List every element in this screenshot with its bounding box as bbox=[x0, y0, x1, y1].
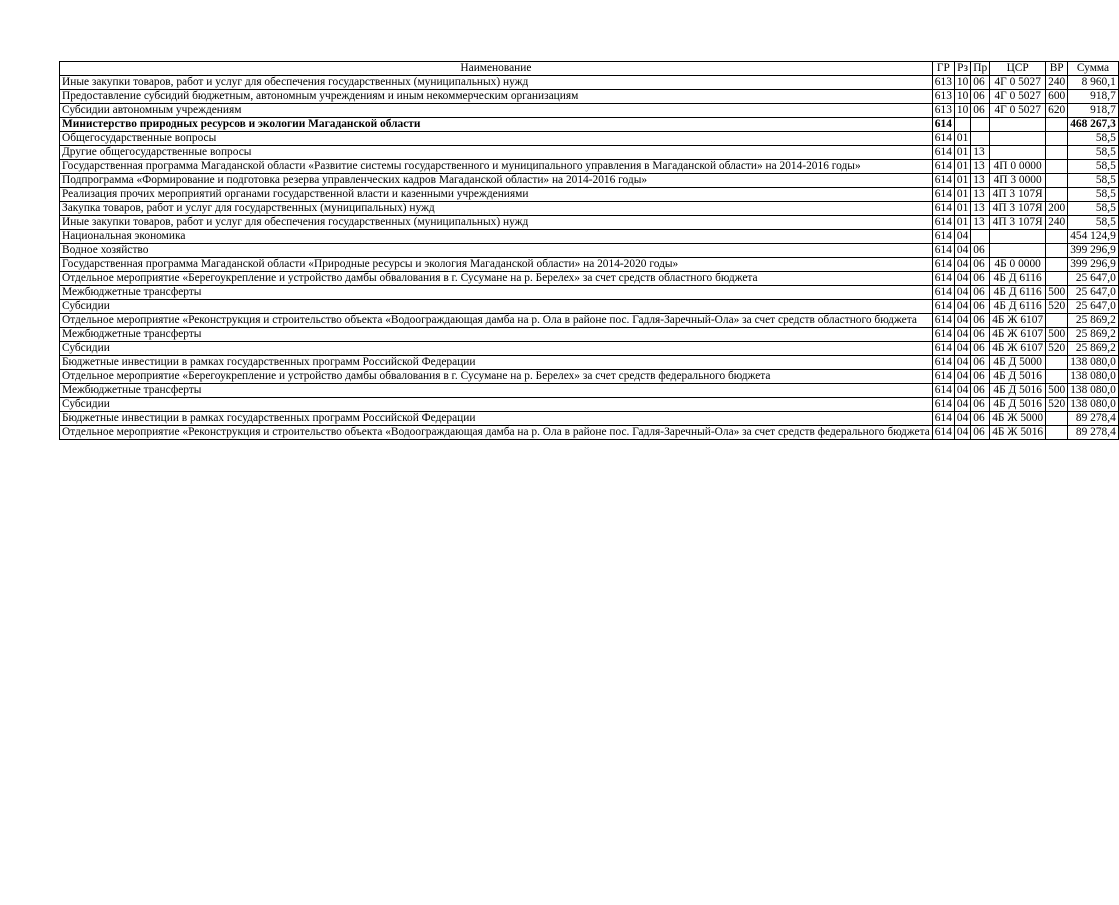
row-gr-cell: 614 bbox=[932, 328, 954, 342]
row-pr-cell bbox=[971, 132, 990, 146]
row-vr-cell bbox=[1046, 314, 1068, 328]
row-vr-cell bbox=[1046, 118, 1068, 132]
row-gr-cell: 613 bbox=[932, 76, 954, 90]
table-header-row bbox=[60, 62, 1119, 76]
row-pr-cell: 13 bbox=[971, 216, 990, 230]
row-name-cell: Государственная программа Магаданской области «Развитие системы государственного и муниципального управления в Магаданской области» на 2014-2016 годы» bbox=[60, 160, 933, 174]
row-pr-cell: 06 bbox=[971, 300, 990, 314]
row-csr-cell: 4Б Д 6116 bbox=[990, 272, 1046, 286]
row-pr-cell: 06 bbox=[971, 328, 990, 342]
row-csr-cell: 4Б Ж 6107 bbox=[990, 314, 1046, 328]
row-rz-cell: 01 bbox=[954, 188, 970, 202]
row-csr-cell: 4Г 0 5027 bbox=[990, 76, 1046, 90]
row-csr-cell: 4Б Ж 6107 bbox=[990, 328, 1046, 342]
row-name-cell: Министерство природных ресурсов и экологии Магаданской области bbox=[60, 118, 933, 132]
header-sum: Сумма bbox=[1068, 62, 1119, 76]
row-csr-cell: 4П 3 0000 bbox=[990, 174, 1046, 188]
row-vr-cell bbox=[1046, 272, 1068, 286]
row-vr-cell: 500 bbox=[1046, 286, 1068, 300]
row-pr-cell: 13 bbox=[971, 146, 990, 160]
row-name-cell: Субсидии bbox=[60, 342, 933, 356]
row-rz-cell bbox=[954, 118, 970, 132]
row-rz-cell: 01 bbox=[954, 160, 970, 174]
table-row bbox=[60, 244, 1119, 258]
row-name-cell: Иные закупки товаров, работ и услуг для обеспечения государственных (муниципальных) нужд bbox=[60, 76, 933, 90]
row-pr-cell: 13 bbox=[971, 174, 990, 188]
row-rz-cell: 04 bbox=[954, 230, 970, 244]
row-vr-cell bbox=[1046, 160, 1068, 174]
row-pr-cell: 06 bbox=[971, 398, 990, 412]
table-row bbox=[60, 146, 1119, 160]
table-row bbox=[60, 216, 1119, 230]
row-sum-cell: 8 960,1 bbox=[1068, 76, 1119, 90]
row-pr-cell: 06 bbox=[971, 314, 990, 328]
row-rz-cell: 04 bbox=[954, 328, 970, 342]
row-gr-cell: 614 bbox=[932, 118, 954, 132]
row-rz-cell: 01 bbox=[954, 146, 970, 160]
row-gr-cell: 614 bbox=[932, 202, 954, 216]
row-vr-cell: 500 bbox=[1046, 328, 1068, 342]
row-csr-cell bbox=[990, 244, 1046, 258]
row-name-cell: Реализация прочих мероприятий органами государственной власти и казенными учреждениями bbox=[60, 188, 933, 202]
row-vr-cell bbox=[1046, 370, 1068, 384]
row-pr-cell: 06 bbox=[971, 258, 990, 272]
row-gr-cell: 614 bbox=[932, 356, 954, 370]
row-pr-cell: 06 bbox=[971, 356, 990, 370]
row-pr-cell: 06 bbox=[971, 286, 990, 300]
row-pr-cell: 06 bbox=[971, 90, 990, 104]
row-pr-cell: 06 bbox=[971, 104, 990, 118]
row-rz-cell: 04 bbox=[954, 272, 970, 286]
row-vr-cell bbox=[1046, 188, 1068, 202]
row-gr-cell: 614 bbox=[932, 174, 954, 188]
row-sum-cell: 89 278,4 bbox=[1068, 412, 1119, 426]
row-name-cell: Предоставление субсидий бюджетным, автономным учреждениям и иным некоммерческим организациям bbox=[60, 90, 933, 104]
row-name-cell: Национальная экономика bbox=[60, 230, 933, 244]
row-name-cell: Отдельное мероприятие «Реконструкция и строительство объекта «Водоограждающая дамба на р. Ола в районе пос. Гадля-Заречный-Ола» за счет средств областного бюджета bbox=[60, 314, 933, 328]
row-csr-cell: 4Б Ж 6107 bbox=[990, 342, 1046, 356]
row-csr-cell: 4Б 0 0000 bbox=[990, 258, 1046, 272]
row-sum-cell: 58,5 bbox=[1068, 160, 1119, 174]
row-name-cell: Водное хозяйство bbox=[60, 244, 933, 258]
row-pr-cell: 13 bbox=[971, 188, 990, 202]
row-rz-cell: 04 bbox=[954, 412, 970, 426]
row-vr-cell bbox=[1046, 356, 1068, 370]
row-vr-cell bbox=[1046, 426, 1068, 440]
row-csr-cell: 4П 0 0000 bbox=[990, 160, 1046, 174]
table-row bbox=[60, 356, 1119, 370]
row-gr-cell: 614 bbox=[932, 132, 954, 146]
row-gr-cell: 614 bbox=[932, 314, 954, 328]
row-csr-cell: 4Б Ж 5000 bbox=[990, 412, 1046, 426]
header-name: Наименование bbox=[60, 62, 933, 76]
row-gr-cell: 614 bbox=[932, 160, 954, 174]
row-rz-cell: 04 bbox=[954, 426, 970, 440]
row-vr-cell: 500 bbox=[1046, 384, 1068, 398]
row-sum-cell: 58,5 bbox=[1068, 146, 1119, 160]
row-sum-cell: 138 080,0 bbox=[1068, 384, 1119, 398]
row-sum-cell: 918,7 bbox=[1068, 90, 1119, 104]
header-vr: ВР bbox=[1046, 62, 1068, 76]
row-pr-cell bbox=[971, 230, 990, 244]
row-csr-cell: 4Б Ж 5016 bbox=[990, 426, 1046, 440]
row-vr-cell: 520 bbox=[1046, 300, 1068, 314]
row-pr-cell: 13 bbox=[971, 202, 990, 216]
row-name-cell: Иные закупки товаров, работ и услуг для обеспечения государственных (муниципальных) нужд bbox=[60, 216, 933, 230]
table-row bbox=[60, 272, 1119, 286]
row-gr-cell: 614 bbox=[932, 300, 954, 314]
row-rz-cell: 10 bbox=[954, 76, 970, 90]
row-gr-cell: 614 bbox=[932, 258, 954, 272]
row-name-cell: Отдельное мероприятие «Берегоукрепление и устройство дамбы обвалования в г. Сусумане на р. Берелех» за счет средств федерального бюджета bbox=[60, 370, 933, 384]
row-csr-cell: 4П 3 107Я bbox=[990, 188, 1046, 202]
row-sum-cell: 399 296,9 bbox=[1068, 258, 1119, 272]
row-csr-cell bbox=[990, 118, 1046, 132]
table-row bbox=[60, 132, 1119, 146]
row-gr-cell: 614 bbox=[932, 370, 954, 384]
row-sum-cell: 58,5 bbox=[1068, 202, 1119, 216]
row-gr-cell: 614 bbox=[932, 384, 954, 398]
row-vr-cell: 200 bbox=[1046, 202, 1068, 216]
table-row bbox=[60, 90, 1119, 104]
row-sum-cell: 25 869,2 bbox=[1068, 314, 1119, 328]
row-name-cell: Общегосударственные вопросы bbox=[60, 132, 933, 146]
row-gr-cell: 614 bbox=[932, 146, 954, 160]
row-gr-cell: 613 bbox=[932, 90, 954, 104]
row-gr-cell: 613 bbox=[932, 104, 954, 118]
table-row bbox=[60, 258, 1119, 272]
row-csr-cell: 4Г 0 5027 bbox=[990, 90, 1046, 104]
row-name-cell: Субсидии bbox=[60, 300, 933, 314]
row-rz-cell: 01 bbox=[954, 202, 970, 216]
table-row bbox=[60, 342, 1119, 356]
row-sum-cell: 399 296,9 bbox=[1068, 244, 1119, 258]
row-rz-cell: 04 bbox=[954, 314, 970, 328]
row-name-cell: Отдельное мероприятие «Реконструкция и строительство объекта «Водоограждающая дамба на р. Ола в районе пос. Гадля-Заречный-Ола» за счет средств федерального бюджета bbox=[60, 426, 933, 440]
table-row bbox=[60, 314, 1119, 328]
row-rz-cell: 04 bbox=[954, 286, 970, 300]
row-name-cell: Межбюджетные трансферты bbox=[60, 328, 933, 342]
row-vr-cell bbox=[1046, 244, 1068, 258]
header-rz: Рз bbox=[954, 62, 970, 76]
row-vr-cell bbox=[1046, 230, 1068, 244]
row-rz-cell: 04 bbox=[954, 342, 970, 356]
row-name-cell: Отдельное мероприятие «Берегоукрепление и устройство дамбы обвалования в г. Сусумане на р. Берелех» за счет средств областного бюджета bbox=[60, 272, 933, 286]
row-gr-cell: 614 bbox=[932, 412, 954, 426]
table-row bbox=[60, 286, 1119, 300]
row-pr-cell: 06 bbox=[971, 76, 990, 90]
table-row bbox=[60, 230, 1119, 244]
header-gr: ГР bbox=[932, 62, 954, 76]
table-row bbox=[60, 426, 1119, 440]
row-pr-cell: 06 bbox=[971, 272, 990, 286]
table-row bbox=[60, 412, 1119, 426]
row-pr-cell: 06 bbox=[971, 412, 990, 426]
row-name-cell: Межбюджетные трансферты bbox=[60, 384, 933, 398]
table-row bbox=[60, 398, 1119, 412]
row-vr-cell: 240 bbox=[1046, 216, 1068, 230]
row-pr-cell: 06 bbox=[971, 342, 990, 356]
row-rz-cell: 01 bbox=[954, 216, 970, 230]
row-name-cell: Бюджетные инвестиции в рамках государственных программ Российской Федерации bbox=[60, 356, 933, 370]
row-name-cell: Подпрограмма «Формирование и подготовка резерва управленческих кадров Магаданской области» на 2014-2016 годы» bbox=[60, 174, 933, 188]
row-gr-cell: 614 bbox=[932, 244, 954, 258]
table-row bbox=[60, 202, 1119, 216]
table-row bbox=[60, 174, 1119, 188]
row-gr-cell: 614 bbox=[932, 426, 954, 440]
row-gr-cell: 614 bbox=[932, 272, 954, 286]
row-sum-cell: 138 080,0 bbox=[1068, 356, 1119, 370]
row-sum-cell: 58,5 bbox=[1068, 216, 1119, 230]
row-csr-cell bbox=[990, 230, 1046, 244]
row-sum-cell: 918,7 bbox=[1068, 104, 1119, 118]
row-sum-cell: 468 267,3 bbox=[1068, 118, 1119, 132]
table-row bbox=[60, 300, 1119, 314]
table-row bbox=[60, 188, 1119, 202]
row-name-cell: Субсидии автономным учреждениям bbox=[60, 104, 933, 118]
row-sum-cell: 89 278,4 bbox=[1068, 426, 1119, 440]
row-vr-cell: 240 bbox=[1046, 76, 1068, 90]
row-csr-cell bbox=[990, 132, 1046, 146]
row-pr-cell: 06 bbox=[971, 244, 990, 258]
budget-table bbox=[59, 61, 1119, 440]
row-sum-cell: 25 869,2 bbox=[1068, 342, 1119, 356]
row-name-cell: Межбюджетные трансферты bbox=[60, 286, 933, 300]
row-sum-cell: 25 647,0 bbox=[1068, 272, 1119, 286]
row-gr-cell: 614 bbox=[932, 230, 954, 244]
table-row bbox=[60, 76, 1119, 90]
row-sum-cell: 25 869,2 bbox=[1068, 328, 1119, 342]
row-gr-cell: 614 bbox=[932, 342, 954, 356]
row-rz-cell: 04 bbox=[954, 244, 970, 258]
row-vr-cell bbox=[1046, 412, 1068, 426]
row-vr-cell bbox=[1046, 146, 1068, 160]
row-csr-cell: 4Б Д 5016 bbox=[990, 384, 1046, 398]
row-gr-cell: 614 bbox=[932, 188, 954, 202]
row-sum-cell: 138 080,0 bbox=[1068, 370, 1119, 384]
row-rz-cell: 04 bbox=[954, 370, 970, 384]
table-row bbox=[60, 328, 1119, 342]
row-pr-cell: 06 bbox=[971, 384, 990, 398]
row-name-cell: Закупка товаров, работ и услуг для государственных (муниципальных) нужд bbox=[60, 202, 933, 216]
table-row bbox=[60, 384, 1119, 398]
row-csr-cell: 4Б Д 5016 bbox=[990, 370, 1046, 384]
row-rz-cell: 04 bbox=[954, 398, 970, 412]
row-gr-cell: 614 bbox=[932, 398, 954, 412]
row-csr-cell bbox=[990, 146, 1046, 160]
row-vr-cell: 600 bbox=[1046, 90, 1068, 104]
row-pr-cell: 06 bbox=[971, 370, 990, 384]
row-csr-cell: 4Г 0 5027 bbox=[990, 104, 1046, 118]
row-vr-cell bbox=[1046, 132, 1068, 146]
row-sum-cell: 25 647,0 bbox=[1068, 286, 1119, 300]
row-rz-cell: 10 bbox=[954, 104, 970, 118]
row-vr-cell bbox=[1046, 174, 1068, 188]
table-row bbox=[60, 370, 1119, 384]
table-row bbox=[60, 104, 1119, 118]
row-pr-cell: 13 bbox=[971, 160, 990, 174]
row-csr-cell: 4Б Д 6116 bbox=[990, 300, 1046, 314]
table-row bbox=[60, 118, 1119, 132]
row-rz-cell: 10 bbox=[954, 90, 970, 104]
row-vr-cell bbox=[1046, 258, 1068, 272]
row-sum-cell: 138 080,0 bbox=[1068, 398, 1119, 412]
row-pr-cell: 06 bbox=[971, 426, 990, 440]
row-sum-cell: 25 647,0 bbox=[1068, 300, 1119, 314]
row-pr-cell bbox=[971, 118, 990, 132]
row-rz-cell: 04 bbox=[954, 356, 970, 370]
row-csr-cell: 4Б Д 5000 bbox=[990, 356, 1046, 370]
row-csr-cell: 4П 3 107Я bbox=[990, 202, 1046, 216]
row-name-cell: Бюджетные инвестиции в рамках государственных программ Российской Федерации bbox=[60, 412, 933, 426]
row-csr-cell: 4П 3 107Я bbox=[990, 216, 1046, 230]
row-sum-cell: 58,5 bbox=[1068, 188, 1119, 202]
row-sum-cell: 58,5 bbox=[1068, 132, 1119, 146]
row-gr-cell: 614 bbox=[932, 286, 954, 300]
row-vr-cell: 520 bbox=[1046, 398, 1068, 412]
row-rz-cell: 04 bbox=[954, 300, 970, 314]
table-row bbox=[60, 160, 1119, 174]
row-rz-cell: 01 bbox=[954, 174, 970, 188]
row-name-cell: Государственная программа Магаданской области «Природные ресурсы и экология Магаданской области» на 2014-2020 годы» bbox=[60, 258, 933, 272]
row-rz-cell: 04 bbox=[954, 384, 970, 398]
header-csr: ЦСР bbox=[990, 62, 1046, 76]
row-name-cell: Субсидии bbox=[60, 398, 933, 412]
row-gr-cell: 614 bbox=[932, 216, 954, 230]
row-sum-cell: 454 124,9 bbox=[1068, 230, 1119, 244]
table-body bbox=[60, 76, 1119, 440]
row-rz-cell: 04 bbox=[954, 258, 970, 272]
row-csr-cell: 4Б Д 6116 bbox=[990, 286, 1046, 300]
row-vr-cell: 620 bbox=[1046, 104, 1068, 118]
row-csr-cell: 4Б Д 5016 bbox=[990, 398, 1046, 412]
row-sum-cell: 58,5 bbox=[1068, 174, 1119, 188]
row-rz-cell: 01 bbox=[954, 132, 970, 146]
row-vr-cell: 520 bbox=[1046, 342, 1068, 356]
row-name-cell: Другие общегосударственные вопросы bbox=[60, 146, 933, 160]
header-pr: Пр bbox=[971, 62, 990, 76]
